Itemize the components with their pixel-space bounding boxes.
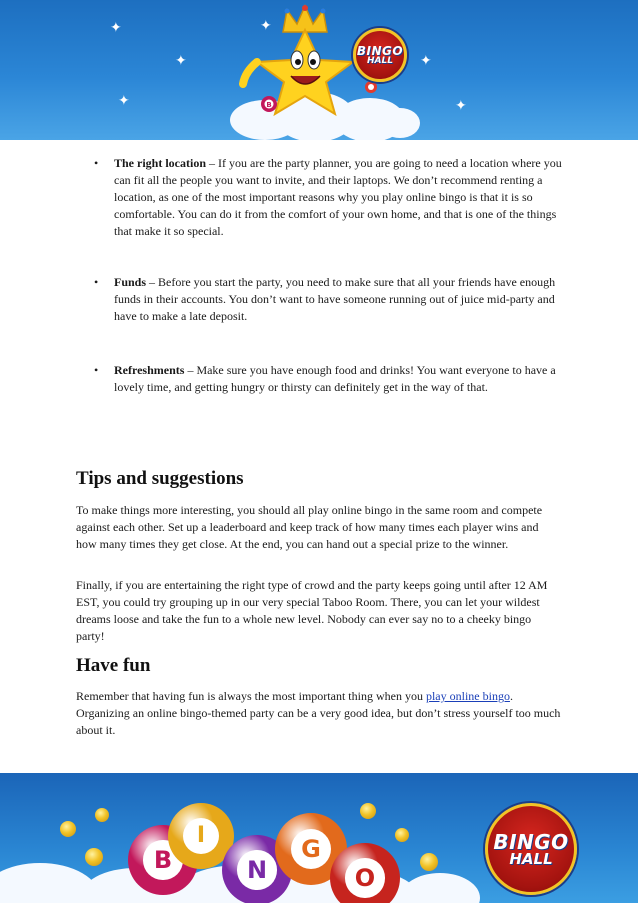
tips-paragraph-2: Finally, if you are entertaining the right type of crowd and the party keeps going until after 12 AM EST, you could try grouping up in our very special Taboo Room. There, you can let your wildest dreams loose and take the fun to a whole new level. Nobody can ever say no to a cheeky bingo party!: [76, 578, 548, 643]
footer-banner: [0, 773, 638, 903]
ball-letter: I: [196, 823, 206, 849]
coin-icon: [85, 848, 103, 866]
sparkle-icon: ✦: [455, 99, 467, 114]
fun-paragraph: [76, 688, 562, 739]
sparkle-icon: ✦: [110, 21, 122, 36]
tips-paragraph-1: To make things more interesting, you should all play online bingo in the same room and compete against each other. Set up a leaderboard and keep track of how many times each player wins and how many times they get close. At the end, you can hand out a special prize to the winner.: [76, 503, 543, 551]
bullet-icon: •: [94, 275, 99, 289]
bingo-ball-o: [330, 843, 400, 903]
bullet-icon: •: [94, 156, 99, 170]
list-item: [76, 362, 562, 396]
cloud: [380, 108, 420, 138]
list-item-text: – If you are the party planner, you are going to need a location where you can fit all the people you want to invite, and their laptops. We don’t recommend renting a location, as one of the most important reasons why you play online bingo is that it is so comfortable. You can do it from the comfort of your own home, and that is one of the things that make it so special.: [114, 156, 562, 238]
bingo-hall-logo[interactable]: [353, 28, 407, 82]
section-heading-fun: Have fun: [76, 655, 151, 676]
bullet-icon: •: [94, 363, 99, 377]
list-item-title: Refreshments: [114, 363, 185, 377]
fun-text-before: Remember that having fun is always the most important thing when you: [76, 689, 426, 703]
sparkle-icon: ✦: [118, 94, 130, 109]
list-item: [76, 155, 562, 240]
coin-icon: [420, 853, 438, 871]
list-item-text: – Before you start the party, you need to make sure that all your friends have enough funds in their accounts. You don’t want to have someone running out of juice mid-party and have to make a late deposit.: [114, 275, 556, 323]
play-online-bingo-link[interactable]: play online bingo: [425, 689, 510, 703]
sparkle-icon: ✦: [260, 19, 272, 34]
list-item-title: Funds: [114, 275, 147, 289]
bingo-hall-logo[interactable]: [485, 803, 577, 895]
ball-letter: G: [301, 835, 321, 863]
header-banner: [0, 0, 638, 140]
ball-letter: N: [246, 856, 268, 884]
coin-icon: [360, 803, 376, 819]
coin-icon: [395, 828, 409, 842]
logo-line2: HALL: [509, 849, 553, 868]
sparkle-icon: ✦: [175, 54, 187, 69]
list-item-title: The right location: [114, 156, 206, 170]
ball-letter: O: [354, 864, 376, 892]
ball-letter: B: [153, 846, 173, 874]
coin-icon: [95, 808, 109, 822]
logo-line1: BINGO: [493, 829, 569, 854]
fun-text-after: . Organizing an online bingo-themed party can be a very good idea, but don’t stress yourself too much about it.: [76, 689, 561, 737]
list-item: [76, 274, 562, 325]
cloud: [400, 873, 480, 903]
logo-line2: HALL: [367, 55, 393, 66]
section-heading-tips: Tips and suggestions: [76, 468, 244, 489]
coin-icon: [60, 821, 76, 837]
list-item-text: – Make sure you have enough food and drinks! You want everyone to have a lovely time, and getting hungry or thirsty can definitely get in the way of that.: [114, 363, 556, 394]
logo-line1: BINGO: [356, 43, 404, 58]
ball-letter: B: [266, 101, 272, 109]
sparkle-icon: ✦: [420, 54, 432, 69]
